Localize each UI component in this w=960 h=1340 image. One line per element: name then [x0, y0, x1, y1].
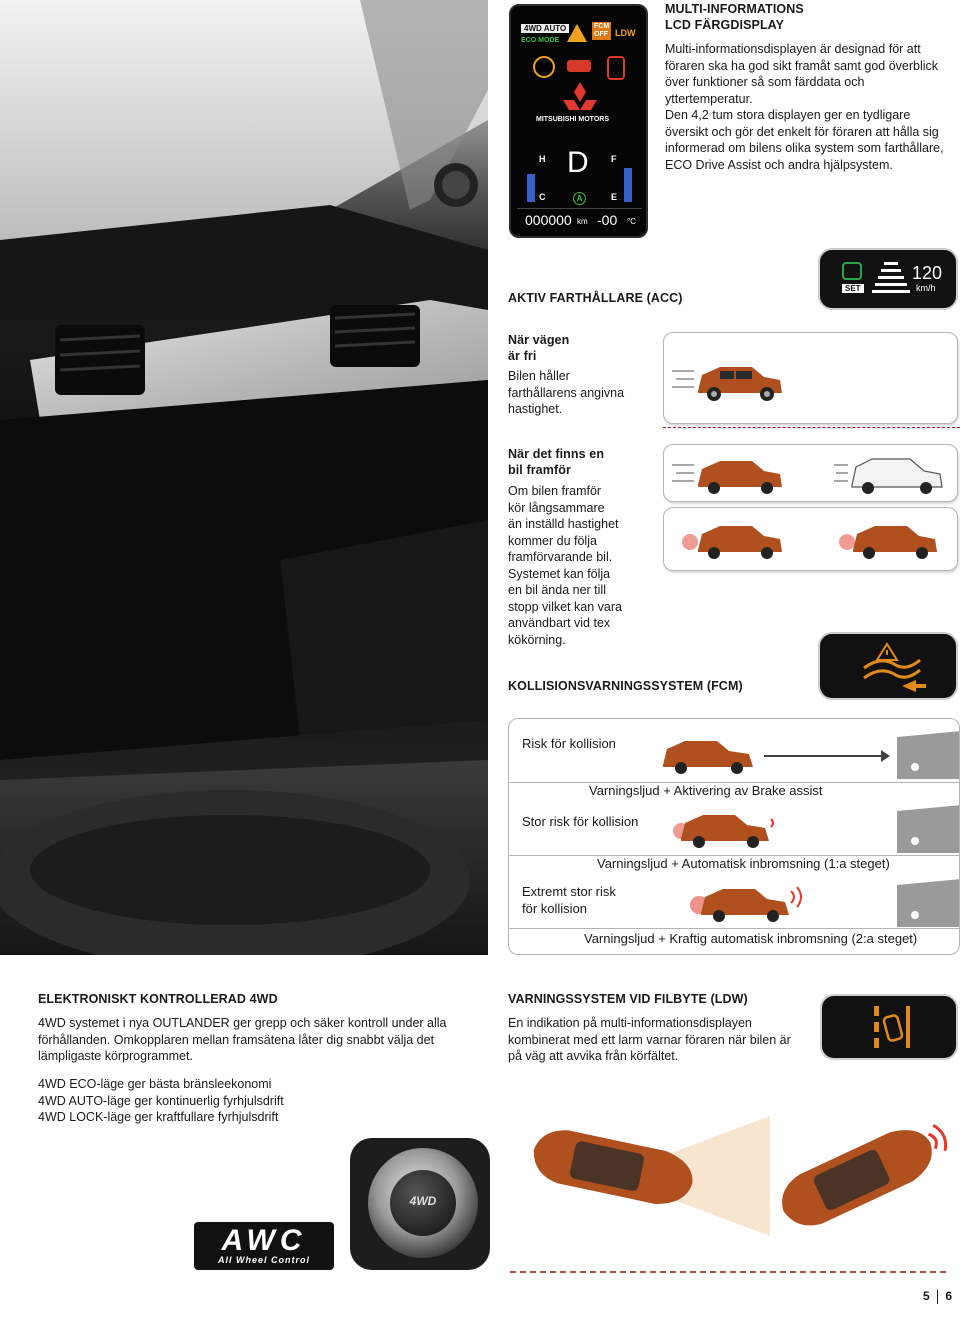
lcd-display	[509, 4, 648, 238]
fcm-action-2: Varningsljud + Automatisk inbromsning (1:a steget)	[597, 856, 890, 871]
fcm-action-3: Varningsljud + Kraftig automatisk inbromsning (2:a steget)	[584, 931, 918, 946]
fcm-warning-panel	[818, 632, 958, 700]
seatbelt-icon	[607, 56, 625, 80]
lead-car-icon	[834, 453, 954, 498]
4wd-knob-photo	[350, 1138, 490, 1270]
odometer-value: 000000	[525, 212, 572, 228]
gear-indicator: D	[567, 146, 589, 179]
fcm-action-1: Varningsljud + Aktivering av Brake assist	[589, 783, 823, 798]
hard-braking-car-icon	[687, 879, 807, 927]
temp-high-label: H	[539, 154, 546, 164]
awd-body-1: 4WD systemet i nya OUTLANDER ger grepp och säker kontroll under alla förhållanden. Omkopplaren mellan framsätena låter dig snabbt välja det lämpligaste körprogrammet.	[38, 1016, 447, 1063]
lcd-body: Multi-informationsdisplayen är designad för att föraren ska ha god sikt framåt samt god överblick över funktioner så som färddata och yttertemperatur. Den 4,2 tum stora displayen ger en tydligare översikt och gör det enkelt för föraren att hålla sig informerad om bilens olika system som farthållare, ECO Drive Assist och andra hjälpsystem.	[665, 42, 944, 172]
awc-logo-text: AWC	[221, 1224, 307, 1257]
warning-triangle-icon	[567, 24, 587, 42]
oil-pressure-icon	[567, 60, 591, 72]
acc-speed-value: 120	[912, 263, 943, 283]
odometer-unit: km	[577, 217, 588, 226]
brand-label: MITSUBISHI MOTORS	[536, 116, 609, 123]
ldw-warning-panel	[820, 994, 958, 1060]
awc-logo-subtitle: All Wheel Control	[218, 1255, 310, 1265]
page-number	[923, 1289, 952, 1304]
page-number-right: 6	[945, 1289, 952, 1304]
outside-temp-value: -00	[597, 212, 618, 228]
fuel-empty-label: E	[611, 192, 618, 202]
lane-departure-illustration	[510, 1086, 950, 1286]
fuel-gauge-bar	[624, 168, 632, 202]
ldw-body: En indikation på multi-informationsdisplayen kombinerat med ett larm varnar föraren när bilen är på väg att avvika från körfältet.	[508, 1016, 791, 1063]
fcm-risk-label-3: Extremt stor risk för kollision	[522, 884, 616, 916]
fcm-risk-label-2: Stor risk för kollision	[522, 814, 639, 829]
fcm-table	[508, 718, 960, 955]
acc-scenario2-body: Om bilen framför kör långsammare än inställd hastighet kommer du följa framförvarande bil. Systemet kan följa en bil ända ner till stopp vilket kan vara användbart vid tex kökörning.	[508, 484, 622, 647]
acc-scenario1-body: Bilen håller farthållarens angivna hastighet.	[508, 369, 625, 416]
lcd-heading: MULTI-INFORMATIONS LCD FÄRGDISPLAY	[665, 2, 804, 32]
car-icon	[672, 453, 792, 498]
road-distance-icon	[870, 260, 912, 298]
fuel-full-label: F	[611, 154, 617, 164]
acc-heading: AKTIV FARTHÅLLARE (ACC)	[508, 291, 683, 305]
4wd-knob-label: 4WD	[409, 1194, 437, 1208]
awd-heading: ELEKTRONISKT KONTROLLERAD 4WD	[38, 992, 278, 1006]
collision-warning-icon	[860, 642, 930, 694]
awc-logo	[194, 1222, 334, 1270]
mitsubishi-logo-icon	[563, 82, 597, 112]
page-number-left: 5	[922, 1289, 930, 1304]
interior-photo	[0, 0, 488, 955]
4wd-knob[interactable]	[368, 1148, 478, 1258]
obstacle-vehicle-icon	[891, 803, 960, 855]
acc-free-road-diagram	[663, 332, 958, 424]
temp-gauge-bar	[527, 174, 535, 202]
fcm-heading: KOLLISIONSVARNINGSSYSTEM (FCM)	[508, 679, 743, 693]
acc-following-diagram	[663, 444, 958, 502]
service-icon	[533, 56, 555, 78]
acc-car-icon	[842, 262, 862, 280]
awd-body-2: 4WD ECO-läge ger bästa bränsleekonomi 4WD AUTO-läge ger kontinuerlig fyrhjulsdrift 4WD LOCK-läge ger kraftfullare fyrhjulsdrift	[38, 1077, 284, 1124]
car-icon	[672, 355, 792, 410]
ldw-heading: VARNINGSSYSTEM VID FILBYTE (LDW)	[508, 992, 748, 1006]
temp-low-label: C	[539, 192, 546, 202]
braking-car-icon	[672, 518, 792, 563]
acc-scenario1-heading: När vägen är fri	[508, 333, 570, 363]
acc-stop-diagram	[663, 507, 958, 571]
acc-display-panel	[818, 248, 958, 310]
ldw-label: LDW	[615, 28, 636, 38]
fcm-risk-label-1: Risk för kollision	[522, 736, 616, 751]
fcm-off-badge: FCM OFF	[594, 23, 610, 38]
dashboard-illustration	[0, 0, 488, 955]
acc-scenario2-heading: När det finns en bil framför	[508, 447, 605, 477]
outside-temp-unit: °C	[627, 217, 636, 226]
obstacle-vehicle-icon	[891, 729, 960, 781]
diagram-divider	[663, 427, 960, 428]
acc-speed-unit: km/h	[916, 283, 936, 293]
lane-departure-icon	[870, 1004, 914, 1052]
braking-car-icon	[669, 807, 779, 853]
acc-set-label: SET	[842, 284, 864, 293]
auto-indicator: A	[573, 192, 586, 205]
eco-mode-label: ECO MODE	[521, 37, 560, 44]
car-icon	[659, 733, 761, 779]
4wd-auto-badge: 4WD AUTO	[521, 24, 569, 33]
obstacle-vehicle-icon	[891, 877, 960, 929]
stopped-car-icon	[829, 518, 954, 563]
